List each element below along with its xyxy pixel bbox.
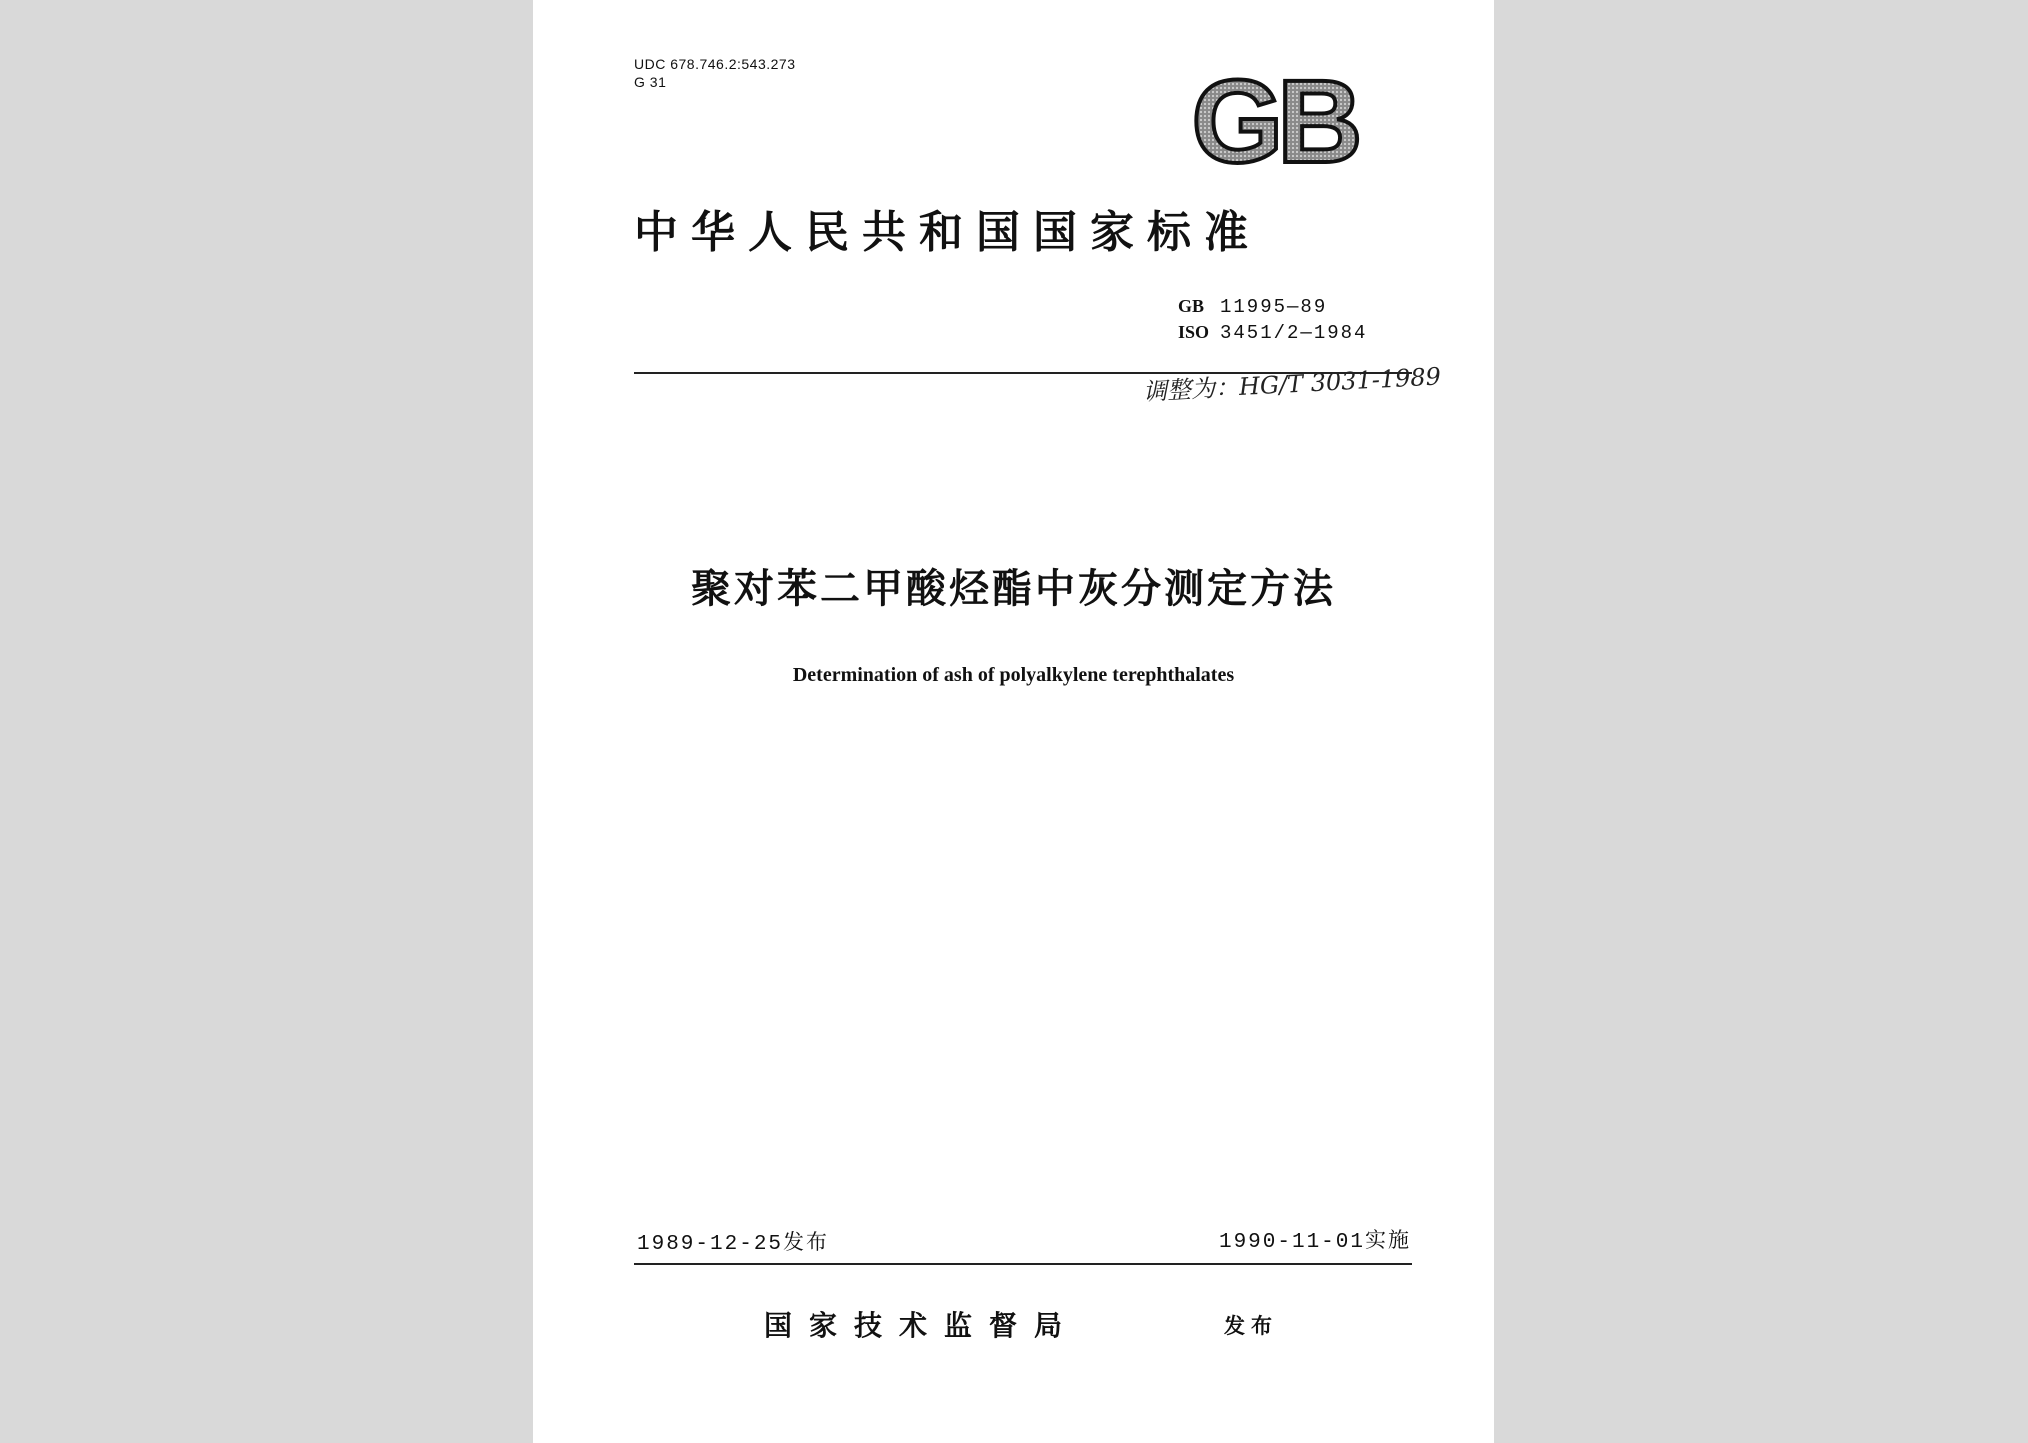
iso-number: 3451/2—1984	[1220, 322, 1368, 344]
handwritten-note-text: 调整为：HG/T 3031-1989	[1142, 362, 1442, 406]
classification-code: G 31	[634, 74, 667, 90]
udc-block	[634, 55, 796, 91]
gb-number: 11995—89	[1220, 296, 1328, 318]
gb-logo-text: GB	[1191, 70, 1357, 175]
gb-prefix: GB	[1178, 296, 1205, 316]
iso-prefix: ISO	[1178, 322, 1210, 342]
title-english: Determination of ash of polyalkylene terephthalates	[792, 664, 1235, 686]
publish-date: 1989-12-25发布	[637, 1233, 830, 1256]
gb-code-row	[1178, 294, 1367, 320]
issuer-name: 国家技术监督局	[764, 1309, 1080, 1342]
iso-code-row	[1178, 320, 1367, 346]
document-page	[533, 0, 1494, 1443]
effective-date: 1990-11-01实施	[1218, 1231, 1411, 1254]
gb-logo	[1179, 70, 1369, 175]
standard-codes	[1178, 294, 1367, 346]
issuer-action: 发布	[1224, 1313, 1278, 1338]
udc-code: UDC 678.746.2:543.273	[634, 56, 796, 72]
bottom-rule	[634, 1263, 1412, 1265]
org-title: 中华人民共和国国家标准	[634, 207, 1261, 258]
handwritten-annotation	[1142, 362, 1442, 424]
title-chinese: 聚对苯二甲酸烃酯中灰分测定方法	[691, 566, 1336, 612]
